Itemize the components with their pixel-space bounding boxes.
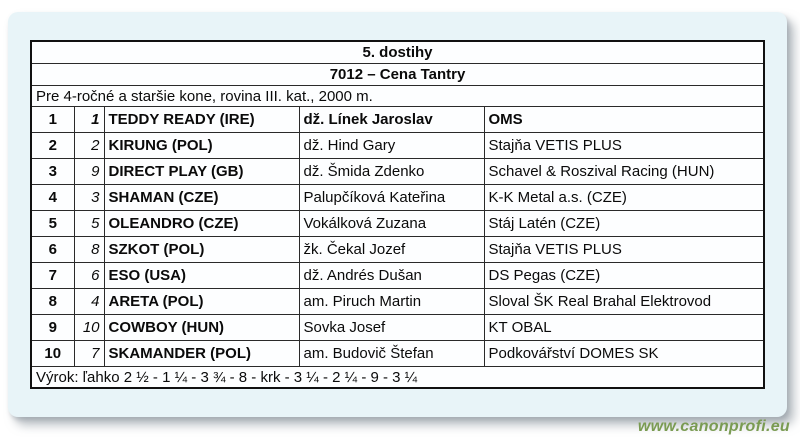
result-row bbox=[31, 263, 764, 289]
race-results-table bbox=[30, 40, 765, 389]
place-cell: 8 bbox=[31, 289, 74, 315]
jockey-cell: dž. Línek Jaroslav bbox=[299, 107, 484, 133]
place-cell: 10 bbox=[31, 341, 74, 367]
horse-cell: ESO (USA) bbox=[104, 263, 299, 289]
owner-cell: OMS bbox=[484, 107, 764, 133]
owner-cell: Sloval ŠK Real Brahal Elektrovod bbox=[484, 289, 764, 315]
jockey-cell: dž. Andrés Dušan bbox=[299, 263, 484, 289]
race-title-row bbox=[31, 41, 764, 64]
result-row bbox=[31, 159, 764, 185]
owner-cell: KT OBAL bbox=[484, 315, 764, 341]
race-verdict: Výrok: ľahko 2 ½ - 1 ¼ - 3 ¾ - 8 - krk - 3 ¼ - 2 ¼ - 9 - 3 ¼ bbox=[31, 367, 764, 389]
program-number-cell: 4 bbox=[74, 289, 104, 315]
program-number-cell: 10 bbox=[74, 315, 104, 341]
horse-cell: SKAMANDER (POL) bbox=[104, 341, 299, 367]
jockey-cell: Sovka Josef bbox=[299, 315, 484, 341]
jockey-cell: Palupčíková Kateřina bbox=[299, 185, 484, 211]
program-number-cell: 9 bbox=[74, 159, 104, 185]
place-cell: 4 bbox=[31, 185, 74, 211]
result-row bbox=[31, 341, 764, 367]
place-cell: 5 bbox=[31, 211, 74, 237]
program-number-cell: 2 bbox=[74, 133, 104, 159]
jockey-cell: žk. Čekal Jozef bbox=[299, 237, 484, 263]
horse-cell: KIRUNG (POL) bbox=[104, 133, 299, 159]
result-row bbox=[31, 315, 764, 341]
race-number-and-name: 7012 – Cena Tantry bbox=[31, 64, 764, 86]
horse-cell: SZKOT (POL) bbox=[104, 237, 299, 263]
result-row bbox=[31, 185, 764, 211]
watermark-text: www.canonprofi.eu bbox=[637, 418, 790, 435]
program-number-cell: 7 bbox=[74, 341, 104, 367]
program-number-cell: 5 bbox=[74, 211, 104, 237]
owner-cell: K-K Metal a.s. (CZE) bbox=[484, 185, 764, 211]
program-number-cell: 3 bbox=[74, 185, 104, 211]
horse-cell: SHAMAN (CZE) bbox=[104, 185, 299, 211]
place-cell: 3 bbox=[31, 159, 74, 185]
jockey-cell: am. Budovič Štefan bbox=[299, 341, 484, 367]
horse-cell: TEDDY READY (IRE) bbox=[104, 107, 299, 133]
owner-cell: Podkovářství DOMES SK bbox=[484, 341, 764, 367]
race-title: 5. dostihy bbox=[31, 41, 764, 64]
horse-cell: OLEANDRO (CZE) bbox=[104, 211, 299, 237]
owner-cell: Stajňa VETIS PLUS bbox=[484, 133, 764, 159]
place-cell: 2 bbox=[31, 133, 74, 159]
race-conditions-row bbox=[31, 86, 764, 107]
result-row bbox=[31, 107, 764, 133]
result-row bbox=[31, 211, 764, 237]
result-row bbox=[31, 289, 764, 315]
race-verdict-row bbox=[31, 367, 764, 389]
jockey-cell: Vokálková Zuzana bbox=[299, 211, 484, 237]
owner-cell: Stajňa VETIS PLUS bbox=[484, 237, 764, 263]
owner-cell: DS Pegas (CZE) bbox=[484, 263, 764, 289]
jockey-cell: am. Piruch Martin bbox=[299, 289, 484, 315]
horse-cell: COWBOY (HUN) bbox=[104, 315, 299, 341]
owner-cell: Schavel & Roszival Racing (HUN) bbox=[484, 159, 764, 185]
program-number-cell: 6 bbox=[74, 263, 104, 289]
result-row bbox=[31, 133, 764, 159]
race-conditions: Pre 4-ročné a staršie kone, rovina III. kat., 2000 m. bbox=[31, 86, 764, 107]
result-row bbox=[31, 237, 764, 263]
place-cell: 9 bbox=[31, 315, 74, 341]
program-number-cell: 8 bbox=[74, 237, 104, 263]
program-number-cell: 1 bbox=[74, 107, 104, 133]
jockey-cell: dž. Hind Gary bbox=[299, 133, 484, 159]
race-subtitle-row bbox=[31, 64, 764, 86]
jockey-cell: dž. Šmida Zdenko bbox=[299, 159, 484, 185]
place-cell: 6 bbox=[31, 237, 74, 263]
place-cell: 1 bbox=[31, 107, 74, 133]
place-cell: 7 bbox=[31, 263, 74, 289]
owner-cell: Stáj Latén (CZE) bbox=[484, 211, 764, 237]
horse-cell: DIRECT PLAY (GB) bbox=[104, 159, 299, 185]
horse-cell: ARETA (POL) bbox=[104, 289, 299, 315]
results-page bbox=[8, 12, 787, 417]
